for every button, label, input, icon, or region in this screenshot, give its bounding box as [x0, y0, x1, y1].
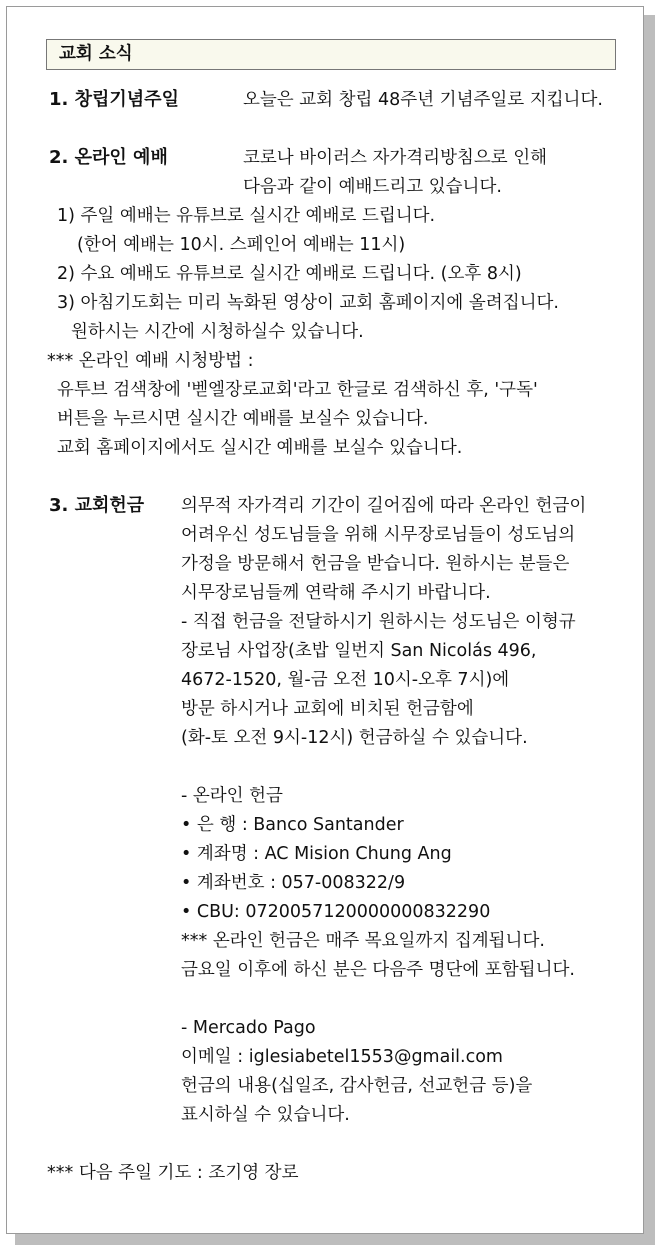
offering-note: *** 온라인 헌금은 매주 목요일까지 집계됩니다.: [181, 931, 545, 951]
bank-line: • CBU: 0720057120000000832290: [181, 902, 491, 922]
section3-title: 3. 교회헌금: [49, 495, 145, 516]
mercado-pago-title: - Mercado Pago: [181, 1018, 316, 1038]
offering-line: - 직접 헌금을 전달하시기 원하시는 성도님은 이형규: [181, 612, 576, 632]
worship-item: 원하시는 시간에 시청하실수 있습니다.: [71, 322, 364, 342]
section2-body-line: 코로나 바이러스 자가격리방침으로 인해: [243, 148, 548, 168]
offering-line: 방문 하시거나 교회에 비치된 헌금함에: [181, 699, 474, 719]
worship-item: 2) 수요 예배도 유튜브로 실시간 예배로 드립니다. (오후 8시): [57, 264, 522, 284]
bank-line: • 계좌번호 : 057-008322/9: [181, 873, 406, 893]
bulletin-page: [6, 6, 644, 1234]
worship-item: (한어 예배는 10시. 스페인어 예배는 11시): [77, 235, 406, 255]
offering-line: 시무장로님들께 연락해 주시기 바랍니다.: [181, 583, 491, 603]
offering-line: 4672-1520, 월-금 오전 10시-오후 7시)에: [181, 670, 510, 690]
worship-item: 1) 주일 예배는 유튜브로 실시간 예배로 드립니다.: [57, 206, 436, 226]
online-offering-title: - 온라인 헌금: [181, 786, 283, 806]
section1-title: 1. 창립기념주일: [49, 89, 179, 110]
section2-body-line: 다음과 같이 예배드리고 있습니다.: [243, 177, 502, 197]
page-title: 교회 소식: [59, 44, 133, 64]
worship-item: 3) 아침기도회는 미리 녹화된 영상이 교회 홈페이지에 올려집니다.: [57, 293, 559, 313]
howto-title: *** 온라인 예배 시청방법 :: [47, 351, 254, 371]
section1-body: 오늘은 교회 창립 48주년 기념주일로 지킵니다.: [243, 90, 603, 110]
offering-line: 장로님 사업장(초밥 일번지 San Nicolás 496,: [181, 641, 537, 661]
howto-line: 교회 홈페이지에서도 실시간 예배를 보실수 있습니다.: [57, 438, 463, 458]
mercado-pago-line: 헌금의 내용(십일조, 감사헌금, 선교헌금 등)을: [181, 1076, 533, 1096]
mercado-pago-line: 이메일 : iglesiabetel1553@gmail.com: [181, 1047, 503, 1067]
bank-line: • 은 행 : Banco Santander: [181, 815, 404, 835]
section2-title: 2. 온라인 예배: [49, 147, 168, 168]
bank-line: • 계좌명 : AC Mision Chung Ang: [181, 844, 452, 864]
offering-line: 가정을 방문해서 헌금을 받습니다. 원하시는 분들은: [181, 554, 570, 574]
howto-line: 유투브 검색창에 '벧엘장로교회'라고 한글로 검색하신 후, '구독': [57, 380, 538, 400]
offering-note: 금요일 이후에 하신 분은 다음주 명단에 포함됩니다.: [181, 960, 575, 980]
howto-line: 버튼을 누르시면 실시간 예배를 보실수 있습니다.: [57, 409, 429, 429]
offering-line: (화-토 오전 9시-12시) 헌금하실 수 있습니다.: [181, 728, 528, 748]
header-box: [46, 39, 616, 70]
offering-line: 어려우신 성도님들을 위해 시무장로님들이 성도님의: [181, 525, 576, 545]
prayer-note: *** 다음 주일 기도 : 조기영 장로: [47, 1163, 299, 1183]
mercado-pago-line: 표시하실 수 있습니다.: [181, 1105, 350, 1125]
offering-line: 의무적 자가격리 기간이 길어짐에 따라 온라인 헌금이: [181, 496, 587, 516]
